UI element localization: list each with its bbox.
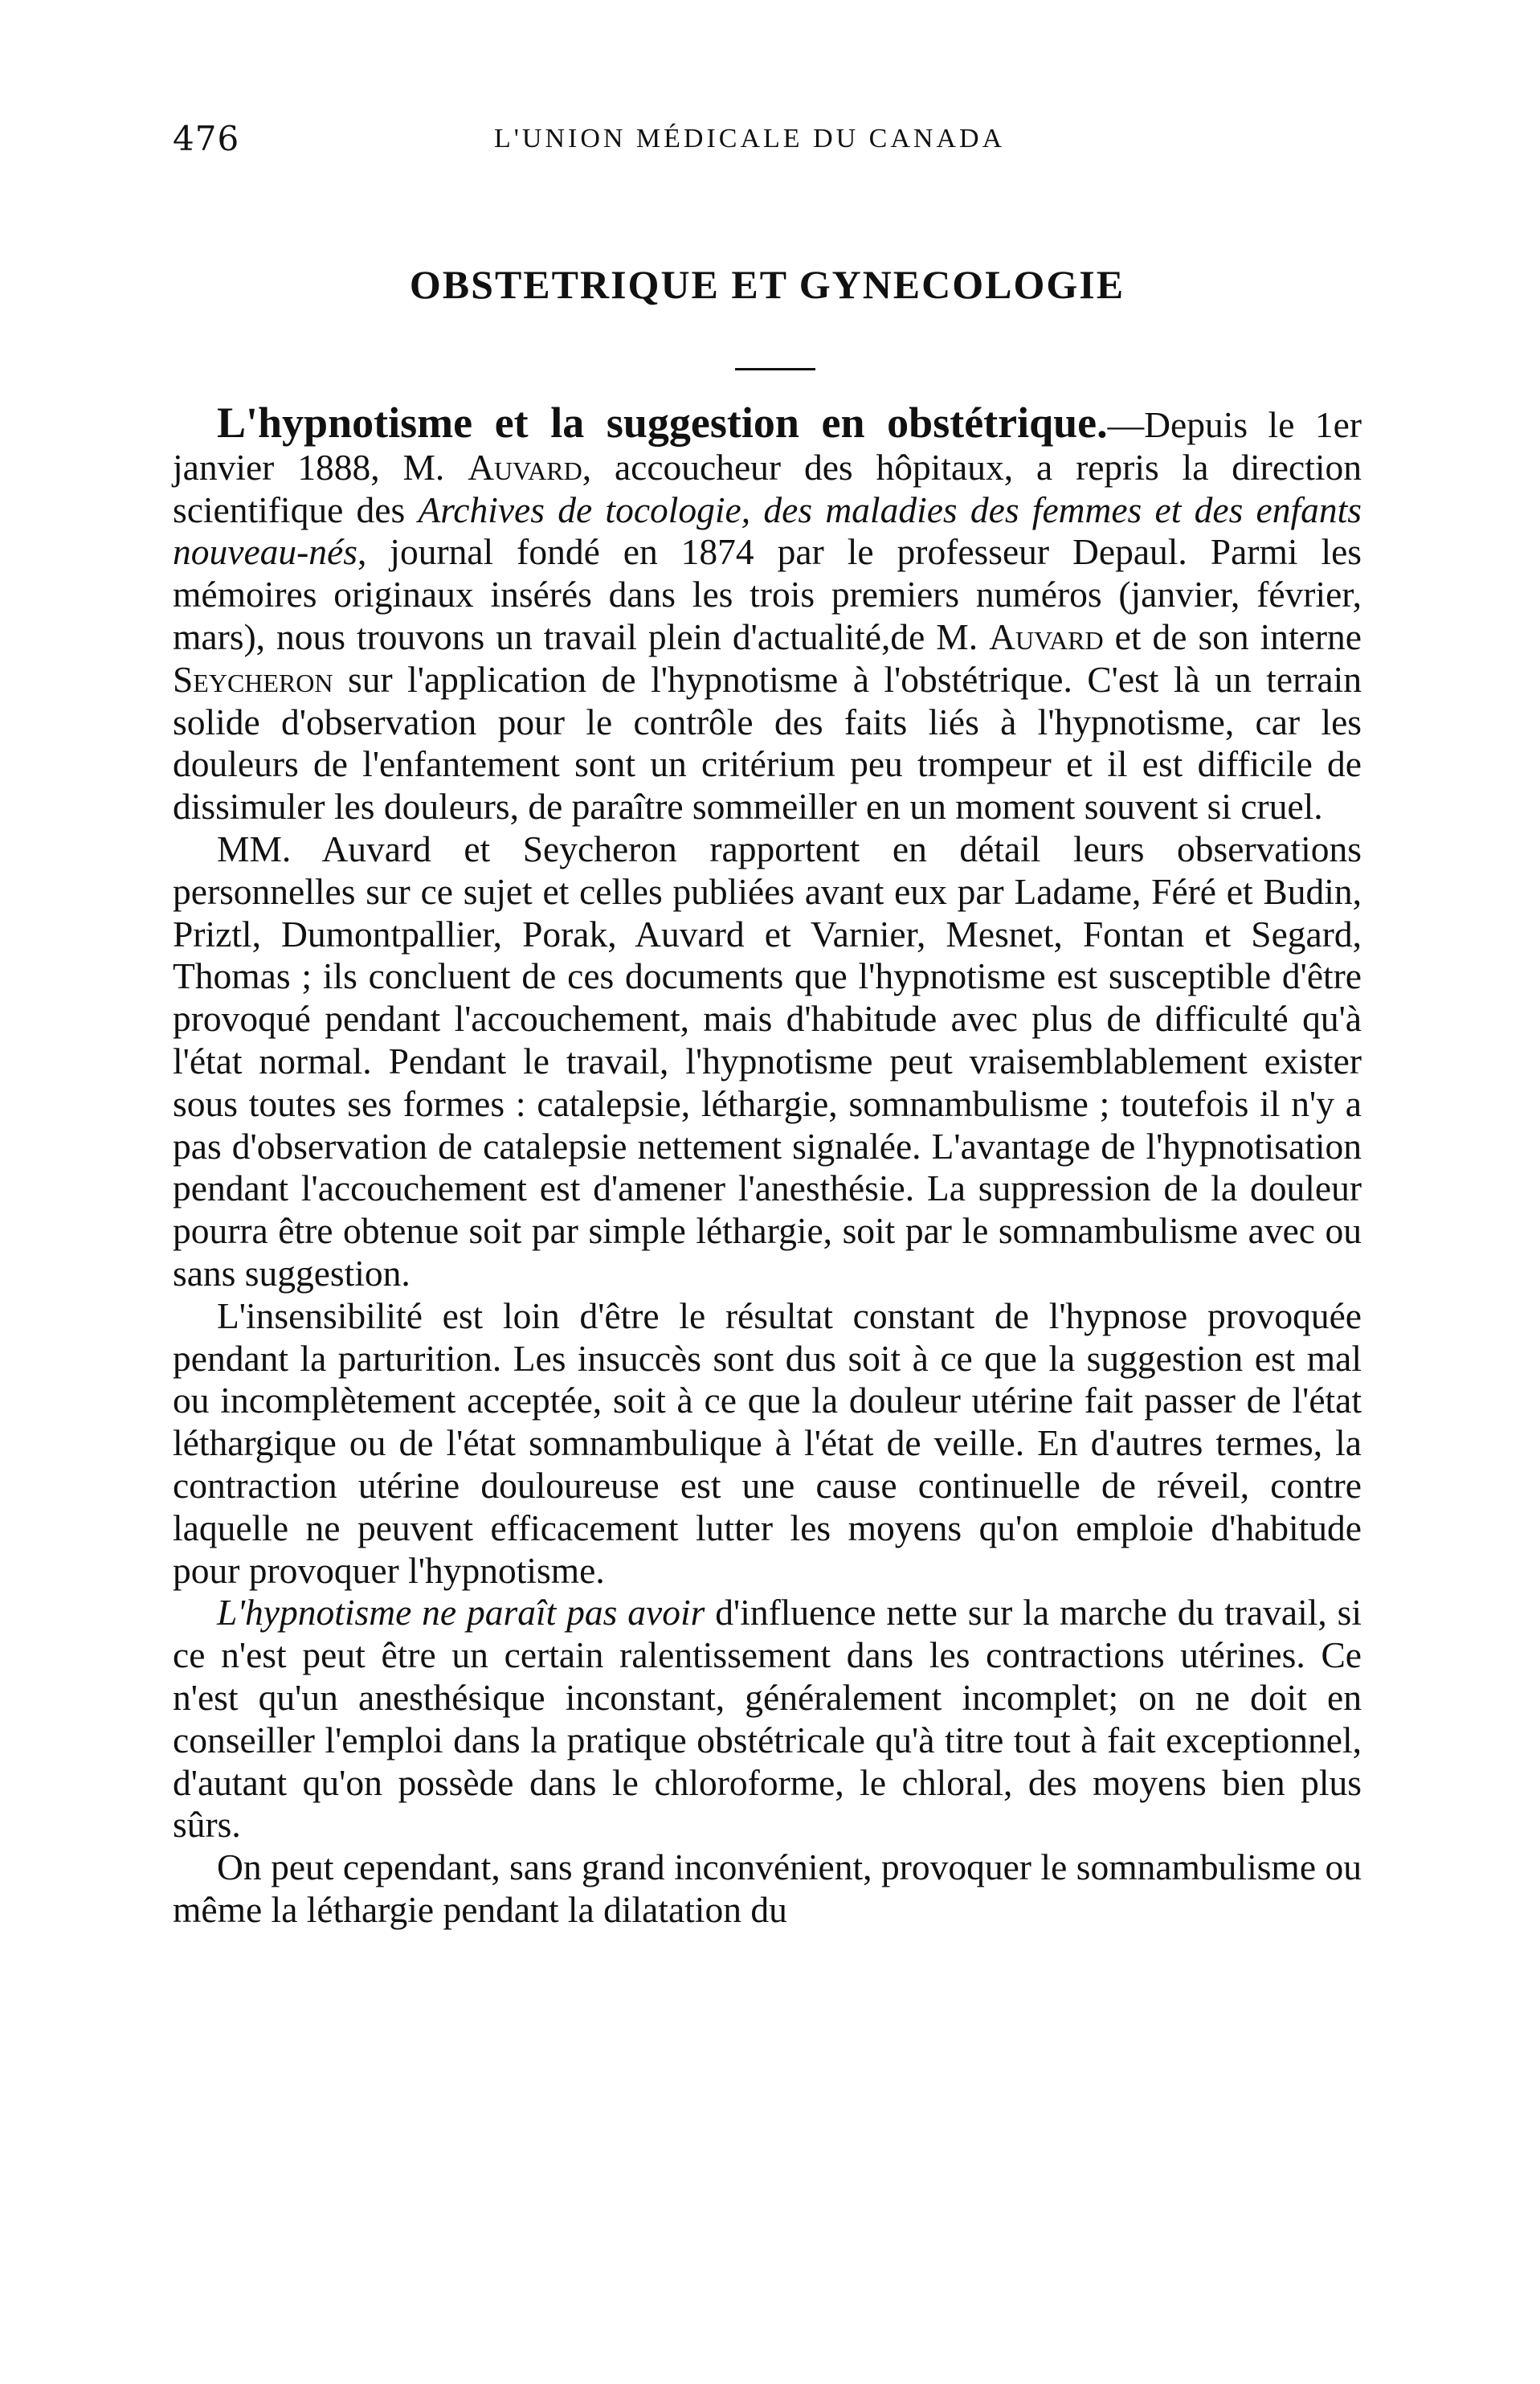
paragraph-1-text-e: sur l'application de l'hypnotisme à l'obstétrique. C'est là un terrain solide d'observation pour le contrôle des faits liés à l'hypnotisme, car les douleurs de l'enfantement sont un critérium peu trompeur et il est difficile de dissimuler les douleurs, de paraître sommeiller en un moment souvent si cruel. bbox=[173, 658, 1362, 828]
paragraph-4-italic: L'hypnotisme ne paraît pas avoir bbox=[217, 1592, 705, 1634]
paragraph-3: L'insensibilité est loin d'être le résultat constant de l'hypnose provoquée pendant la parturition. Les insuccès sont dus soit à ce que la suggestion est mal ou incomplètement acceptée, soit à ce que la douleur utérine fait passer de l'état léthargique ou de l'état somnambulique à l'état de veille. En d'autres termes, la contraction utérine douloureuse est une cause continuelle de réveil, contre laquelle ne peuvent efficacement lutter les moyens qu'on emploie d'habitude pour provoquer l'hypnotisme. bbox=[173, 1294, 1362, 1591]
title-divider bbox=[735, 368, 815, 370]
journal-name: Archives de tocologie, des maladies des femmes et des enfants nouveau-nés bbox=[173, 489, 1362, 573]
paragraph-5: On peut cependant, sans grand inconvénient, provoquer le somnambulisme ou même la léthargie pendant la dilatation du bbox=[173, 1846, 1362, 1930]
paragraph-2: MM. Auvard et Seycheron rapportent en détail leurs observations personnelles sur ce sujet et celles publiées avant eux par Ladame, Féré et Budin, Priztl, Dumontpallier, Porak, Auvard et Varnier, Mesnet, Fontan et Segard, Thomas ; ils concluent de ces documents que l'hypnotisme est susceptible d'être provoqué pendant l'accouchement, mais d'habitude avec plus de difficulté qu'à l'état normal. Pendant le travail, l'hypnotisme peut vraisemblablement exister sous toutes ses formes : catalepsie, léthargie, somnambulisme ; toutefois il n'y a pas d'observation de catalepsie nettement signalée. L'avantage de l'hypnotisation pendant l'accouchement est d'amener l'anesthésie. La suppression de la douleur pourra être obtenue soit par simple léthargie, soit par le somnambulisme avec ou sans suggestion. bbox=[173, 828, 1362, 1294]
article-body bbox=[173, 399, 1362, 1932]
paragraph-1-text-c: , journal fondé en 1874 par le professeur Depaul. Parmi les mémoires originaux insérés dans les trois premiers numéros (janvier, février, mars), nous trouvons un travail plein d'actualité,de M. bbox=[173, 531, 1362, 657]
author-name-2: Auvard bbox=[989, 615, 1104, 657]
paragraph-1-text-a: —Depuis le 1er janvier 1888, M. bbox=[173, 404, 1362, 488]
article-title: L'hypnotisme et la suggestion en obstétrique. bbox=[217, 399, 1108, 447]
page-number: 476 bbox=[173, 119, 240, 158]
journal-title: L'UNION MÉDICALE DU CANADA bbox=[494, 124, 1006, 153]
paragraph-4 bbox=[173, 1592, 1362, 1846]
author-name-3: Seycheron bbox=[173, 658, 333, 700]
author-name: Auvard bbox=[468, 446, 582, 488]
paragraph-1 bbox=[173, 399, 1362, 828]
running-head bbox=[173, 119, 1362, 167]
paragraph-1-text-b: , accoucheur des hôpitaux, a repris la direction scientifique des bbox=[173, 446, 1362, 530]
paragraph-1-text-d: et de son interne bbox=[1103, 615, 1362, 657]
section-title: OBSTETRIQUE ET GYNECOLOGIE bbox=[409, 262, 1125, 307]
paragraph-4-text: d'influence nette sur la marche du travail, si ce n'est peut être un certain ralentissement dans les contractions utérines. Ce n'est qu'un anesthésique inconstant, généralement incomplet; on ne doit en conseiller l'emploi dans la pratique obstétricale qu'à titre tout à fait exceptionnel, d'autant qu'on possède dans le chloroforme, le chloral, des moyens bien plus sûrs. bbox=[173, 1592, 1362, 1846]
